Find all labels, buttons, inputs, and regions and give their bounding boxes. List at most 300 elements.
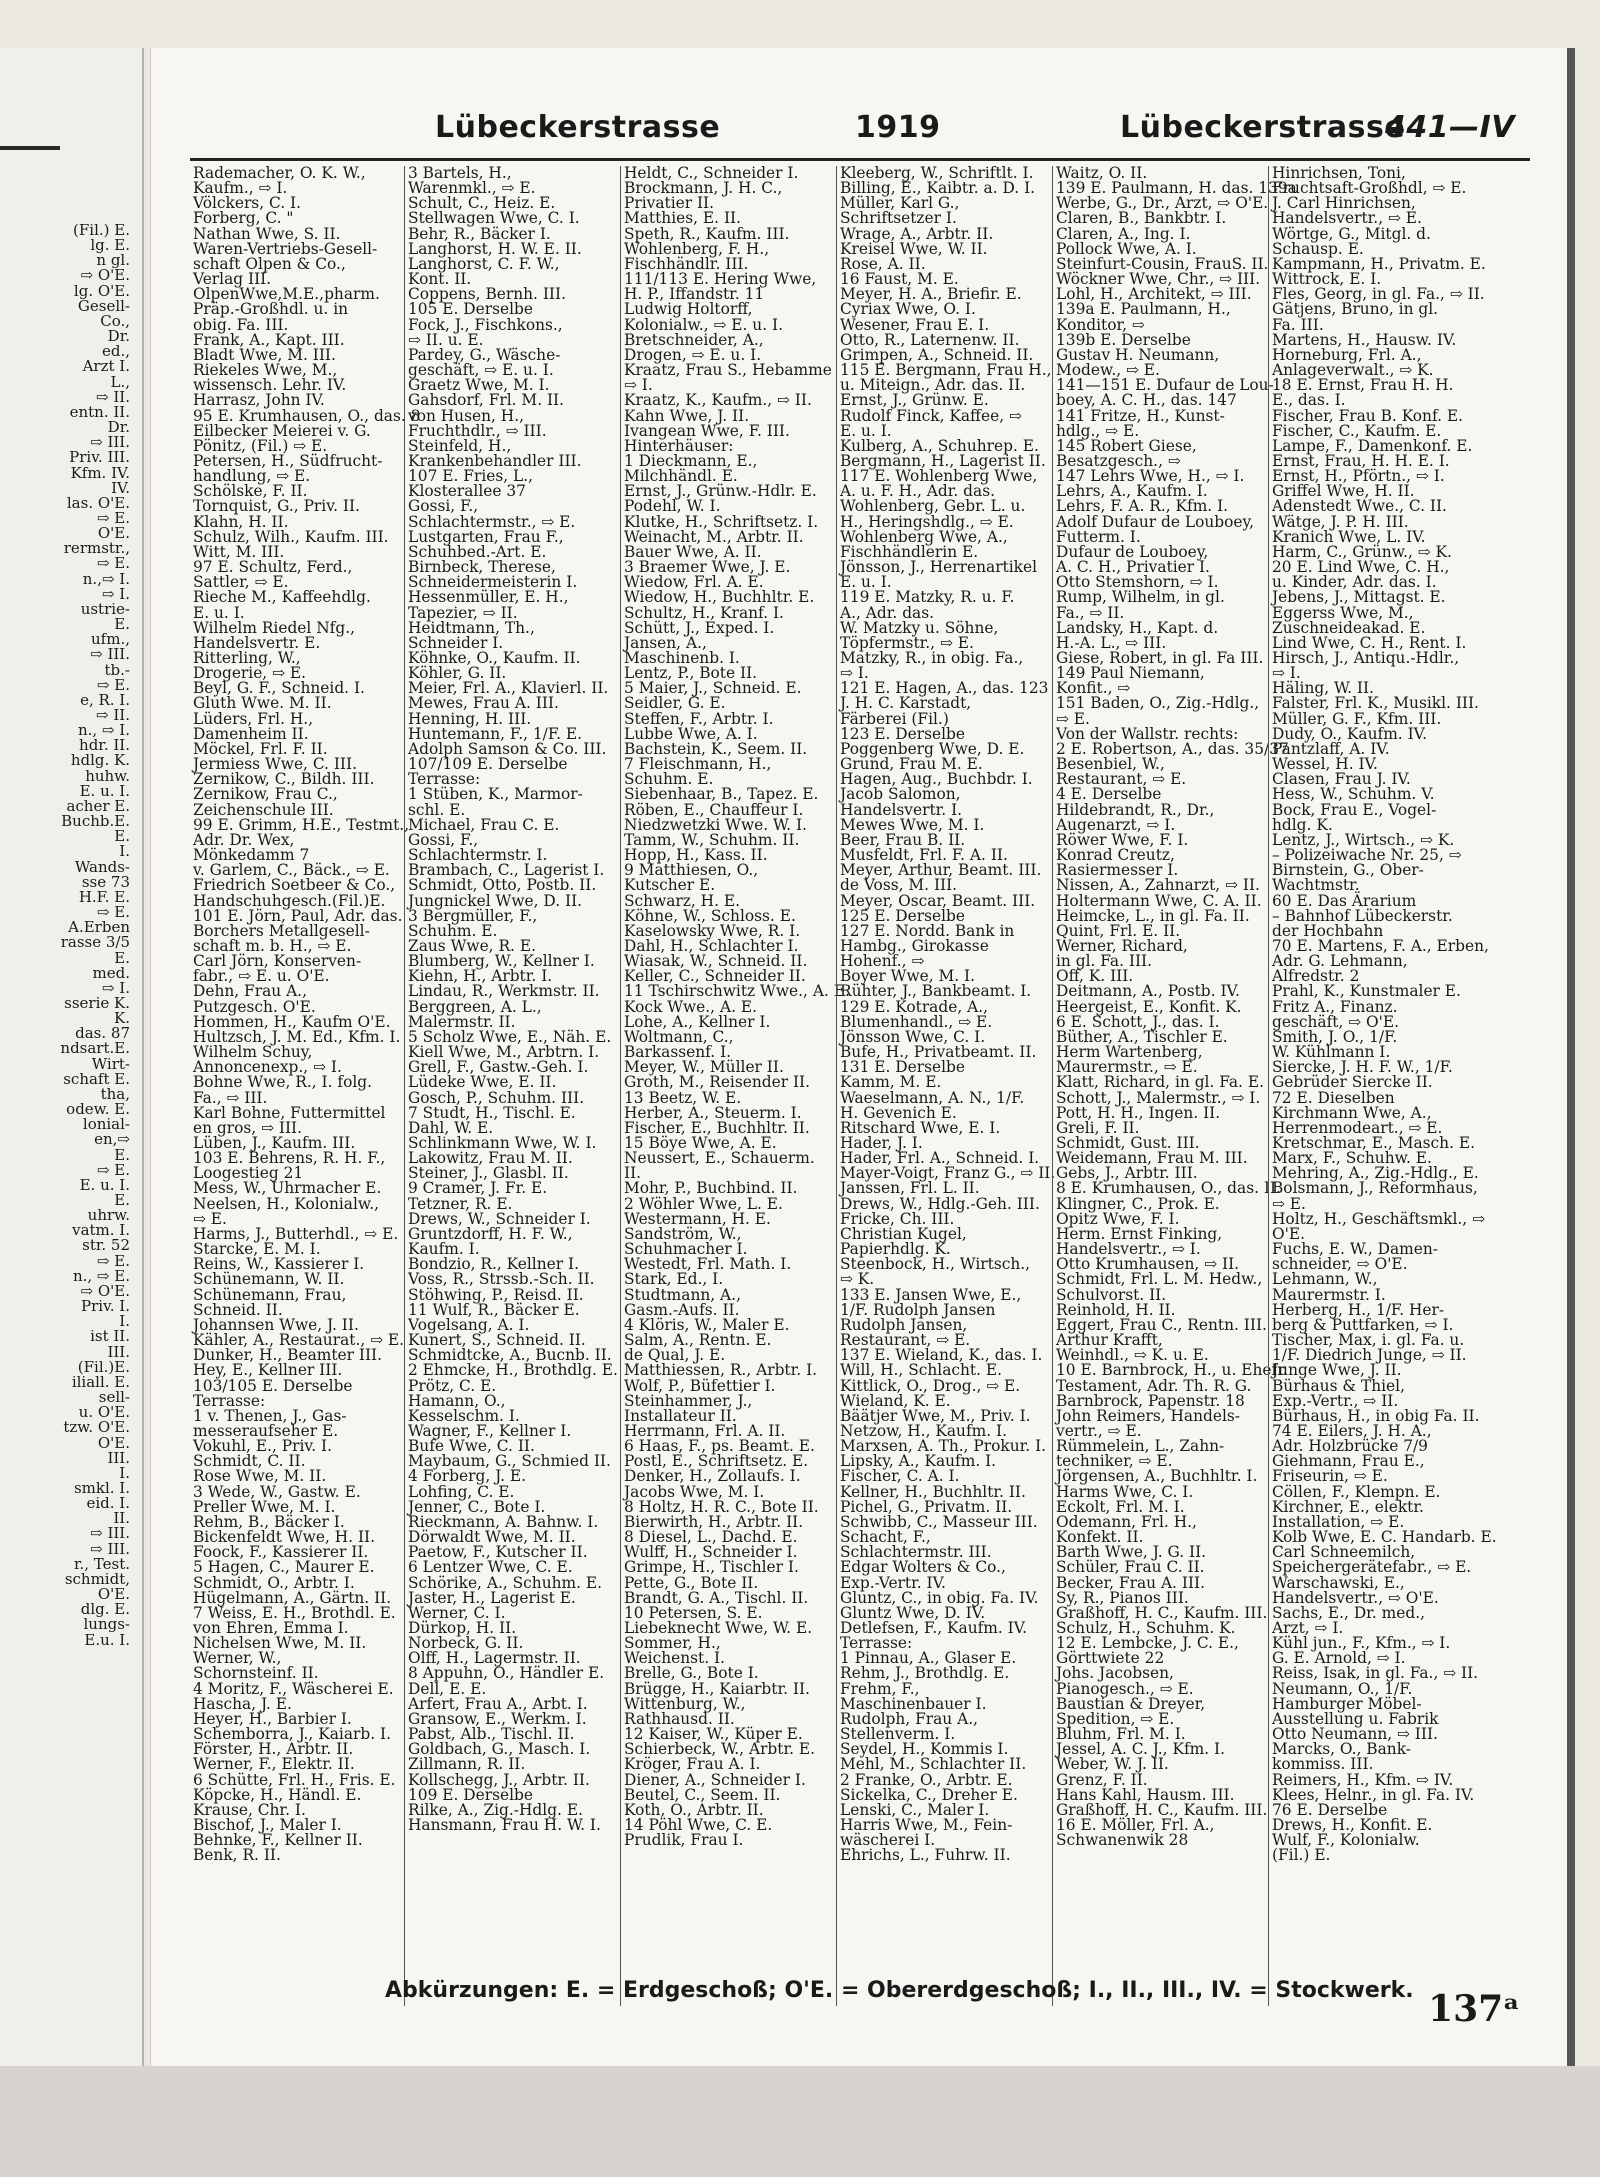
directory-entry-line: Exp.-Vertr., ⇨ II. <box>1272 1391 1399 1410</box>
directory-entry-line: 141—151 E. Dufaur de Lou- <box>1056 376 1274 395</box>
directory-entry-line: Poggenberg Wwe, D. E. <box>840 739 1025 758</box>
directory-entry-line: 101 E. Jörn, Paul, Adr. das. <box>193 906 403 925</box>
directory-entry-line: Matzky, R., in obig. Fa., <box>840 649 1024 667</box>
directory-entry-line: Weber, W. J. II. <box>1056 1755 1169 1774</box>
directory-entry-line: Fischhändlr. III. <box>624 254 749 273</box>
directory-entry-line: 149 Paul Niemann, <box>1056 664 1205 683</box>
directory-entry-line: handlung, ⇨ E. <box>193 467 311 486</box>
directory-entry-line: Siebenhaar, B., Tapez. E. <box>624 785 819 804</box>
directory-entry-line: Töpfermstr., ⇨ E. <box>840 633 974 652</box>
directory-entry-line: Billing, E., Kaibtr. a. D. I. <box>840 179 1036 198</box>
directory-entry-line: Jebens, J., Mittagst. E. <box>1272 588 1446 607</box>
previous-page-fragment: ndsart.E. <box>60 1039 130 1058</box>
directory-entry-line: Mewes Wwe, M. I. <box>840 815 985 834</box>
directory-entry-line: Huntemann, F., 1/F. E. <box>408 724 583 743</box>
directory-entry-line: Riekeles Wwe, M., <box>193 361 338 380</box>
directory-entry-line: Privatier II. <box>624 194 715 213</box>
directory-entry-line: Adenstedt Wwe., C. II. <box>1272 497 1447 516</box>
directory-entry-line: Witt, M. III. <box>193 542 285 561</box>
directory-entry-line: Schausp. E. <box>1272 239 1364 258</box>
previous-page-fragment: ⇨ E. <box>96 508 130 527</box>
directory-entry-line: Dell, E. E. <box>408 1679 487 1698</box>
directory-entry-line: Ludwig Holtorff, <box>624 300 753 319</box>
directory-entry-line: Matthiessen, R., Arbtr. I. <box>624 1361 818 1380</box>
previous-page-fragment: ⇨ III. <box>90 433 130 452</box>
directory-entry-line: Stellenverm. I. <box>840 1725 956 1744</box>
directory-entry-line: Harm, C., Grünw., ⇨ K. <box>1272 542 1452 561</box>
previous-page-fragment: hdlg. K. <box>70 751 130 770</box>
directory-entry-line: Lenski, C., Maler I. <box>840 1800 990 1819</box>
directory-entry-line: Rudolph, Frau A., <box>840 1709 979 1728</box>
directory-entry-line: Heimcke, L., in gl. Fa. II. <box>1056 906 1250 925</box>
directory-entry-line: ⇨ E. <box>193 1209 227 1228</box>
previous-page-fragment: E. <box>114 615 130 634</box>
directory-entry-line: Kollschegg, J., Arbtr. II. <box>408 1770 590 1789</box>
directory-entry-line: Eilbecker Meierei v. G. <box>193 421 371 440</box>
directory-entry-line: Harms Wwe, C. I. <box>1056 1482 1194 1501</box>
previous-page-fragment: das. 87 <box>75 1024 130 1043</box>
directory-entry-line: Schlachtermstr. I. <box>408 846 548 865</box>
directory-entry-line: Von der Wallstr. rechts: <box>1056 724 1239 743</box>
previous-page-fragment: schaft E. <box>63 1069 130 1088</box>
directory-entry-line: Hultzsch, J. M. Ed., Kfm. I. <box>193 1027 401 1046</box>
directory-entry-line: Wrage, A., Arbtr. II. <box>840 224 994 243</box>
directory-entry-line: Claren, B., Bankbtr. I. <box>1056 209 1227 228</box>
directory-entry-line: 139b E. Derselbe <box>1056 330 1191 349</box>
directory-entry-line: Tischer, Max, i. gl. Fa. u. <box>1272 1331 1465 1350</box>
directory-entry-line: Behnke, F., Kellner II. <box>193 1831 363 1850</box>
column-5 <box>1052 164 1297 2006</box>
directory-entry-line: 3 Wede, W., Gastw. E. <box>193 1482 361 1501</box>
previous-page-fragment: Gesell- <box>77 296 130 315</box>
directory-entry-line: Friseurin, ⇨ E. <box>1272 1467 1388 1486</box>
directory-entry-line: Rilke, A., Zig.-Hdlg. E. <box>408 1800 583 1819</box>
prev-page-rule <box>0 146 60 150</box>
directory-entry-line: Meier, Frl. A., Klavierl. II. <box>408 679 609 698</box>
directory-entry-line: Gruntzdorff, H. F. W., <box>408 1224 573 1243</box>
directory-entry-line: Köhnke, O., Kaufm. II. <box>408 649 581 667</box>
directory-entry-line: Kesselschm. I. <box>408 1406 520 1425</box>
directory-entry-line: Harms, J., Butterhdl., ⇨ E. <box>193 1224 399 1243</box>
previous-page-fragment: lonial- <box>82 1115 130 1134</box>
directory-entry-line: Tetzner, R. E. <box>408 1194 513 1213</box>
directory-entry-line: Michael, Frau C. E. <box>408 815 560 834</box>
directory-entry-line: Schuhm. E. <box>624 770 714 789</box>
directory-entry-line: OlpenWwe,M.E.,pharm. <box>193 285 380 304</box>
directory-entry-line: Röben, E., Chauffeur I. <box>624 800 804 819</box>
directory-entry-line: Eckolt, Frl. M. I. <box>1056 1497 1185 1516</box>
directory-entry-line: Besatzgesch., ⇨ <box>1056 451 1181 470</box>
previous-page-fragment: E. <box>114 827 130 846</box>
previous-page-fragment: ⇨ O'E. <box>80 1281 130 1300</box>
directory-entry-line: 5 Hagen, C., Maurer E. <box>193 1558 375 1577</box>
directory-entry-line: E. u. I. <box>840 421 892 440</box>
directory-entry-line: Lohfing, C. E. <box>408 1482 515 1501</box>
directory-entry-line: Woltmann, C., <box>624 1027 734 1046</box>
directory-entry-line: Wulf, F., Kolonialw. <box>1272 1831 1420 1850</box>
directory-entry-line: schl. E. <box>408 800 466 819</box>
directory-entry-line: Beutel, C., Seem. II. <box>624 1785 781 1804</box>
previous-page-fragment: entn. II. <box>69 402 130 421</box>
directory-entry-line: Mayer-Voigt, Franz G., ⇨ II. <box>840 1164 1056 1183</box>
directory-entry-line: Klahn, H. II. <box>193 512 289 531</box>
directory-entry-line: Coppens, Bernh. III. <box>408 285 566 304</box>
directory-entry-line: Lüben, J., Kaufm. III. <box>193 1134 356 1152</box>
directory-entry-line: Kaufm. I. <box>408 1240 480 1259</box>
directory-entry-line: 9 Cramer, J. Fr. E. <box>408 1179 548 1198</box>
directory-entry-line: Heergeist, E., Konfit. K. <box>1056 997 1242 1016</box>
directory-entry-line: Werner, C. I. <box>408 1603 506 1622</box>
directory-entry-line: Sy, R., Pianos III. <box>1056 1588 1189 1607</box>
directory-entry-line: 4 Forberg, J. E. <box>408 1467 526 1486</box>
directory-entry-line: Nathan Wwe, S. II. <box>193 224 341 243</box>
directory-entry-line: 8 Holtz, H. R. C., Bote II. <box>624 1497 819 1516</box>
previous-page-fragment: tb.- <box>104 660 130 679</box>
directory-entry-line: 18 E. Ernst, Frau H. H. <box>1272 376 1454 395</box>
directory-entry-line: Häling, W. II. <box>1272 679 1374 698</box>
previous-page-fragment: sell- <box>98 1388 130 1407</box>
directory-entry-line: ⇨ K. <box>840 1270 875 1289</box>
directory-entry-line: Fruchthdlr., ⇨ III. <box>408 421 547 440</box>
directory-entry-line: 3 Bartels, H., <box>408 164 512 182</box>
directory-entry-line: Kaselowsky Wwe, R. I. <box>624 921 801 940</box>
directory-entry-line: 7 Fleischmann, H., <box>624 755 772 774</box>
directory-entry-line: Cyriax Wwe, O. I. <box>840 300 976 319</box>
directory-entry-line: Prudlik, Frau I. <box>624 1831 744 1850</box>
directory-entry-line: 12 E. Lembcke, J. C. E., <box>1056 1634 1239 1653</box>
directory-entry-line: Fischhändlerin E. <box>840 542 979 561</box>
directory-entry-line: Vokuhl, E., Priv. I. <box>193 1437 332 1456</box>
directory-entry-line: Mohr, P., Buchbind. II. <box>624 1179 798 1198</box>
directory-entry-line: Steinfurt-Cousin, FrauS. II. <box>1056 254 1269 273</box>
directory-entry-line: Kirchmann Wwe, A., <box>1272 1103 1432 1122</box>
directory-entry-line: 109 E. Derselbe <box>408 1785 533 1804</box>
previous-page-fragment: r., Test. <box>73 1554 130 1573</box>
directory-entry-line: – Bahnhof Lübeckerstr. <box>1272 906 1453 925</box>
directory-entry-line: Werner, Richard, <box>1056 936 1188 955</box>
directory-entry-line: ⇨ I. <box>1272 664 1301 683</box>
directory-entry-line: 1 Stüben, K., Marmor- <box>408 785 583 804</box>
directory-entry-line: 2 Ehmcke, H., Brothdlg. E. <box>408 1361 618 1380</box>
previous-page-fragment: ⇨ E. <box>96 903 130 922</box>
directory-entry-line: 1/F. Rudolph Jansen <box>840 1300 996 1319</box>
directory-entry-line: Hopp, H., Kass. II. <box>624 846 768 865</box>
directory-entry-line: 15 Böye Wwe, A. E. <box>624 1134 777 1152</box>
directory-entry-line: Bolsmann, J., Reformhaus, <box>1272 1179 1478 1198</box>
directory-entry-line: Tapezier, ⇨ II. <box>408 603 518 622</box>
directory-entry-line: Restaurant, ⇨ E. <box>1056 770 1187 789</box>
previous-page-fragment: ⇨ E. <box>96 1251 130 1270</box>
directory-entry-line: Schmidtcke, A., Bucnb. II. <box>408 1346 612 1365</box>
directory-entry-line: Loogestieg 21 <box>193 1164 304 1183</box>
directory-entry-line: 1/F. Diedrich Junge, ⇨ II. <box>1272 1346 1467 1365</box>
directory-entry-line: Kolb Wwe, E. C. Handarb. E. <box>1272 1528 1497 1547</box>
previous-page-fragment: str. 52 <box>82 1236 130 1255</box>
directory-entry-line: Hinterhäuser: <box>624 436 734 455</box>
previous-page-fragment: med. <box>92 963 130 982</box>
directory-entry-line: 10 Petersen, S. E. <box>624 1603 763 1622</box>
directory-entry-line: Graßhoff, H. C., Kaufm. III. <box>1056 1603 1268 1622</box>
directory-entry-line: Salm, A., Rentn. E. <box>624 1331 772 1350</box>
previous-page-fragment: e, R. I. <box>80 690 130 709</box>
previous-page-fragment: rermstr., <box>63 539 130 558</box>
directory-entry-line: Cöllen, F., Klempn. E. <box>1272 1482 1441 1501</box>
directory-entry-line: Schulvorst. II. <box>1056 1285 1167 1304</box>
directory-entry-line: u. Kinder, Adr. das. I. <box>1272 573 1437 592</box>
directory-entry-line: berg & Puttfarken, ⇨ I. <box>1272 1315 1454 1334</box>
directory-entry-line: Hessenmüller, E. H., <box>408 588 569 607</box>
directory-entry-line: Nissen, A., Zahnarzt, ⇨ II. <box>1056 876 1260 895</box>
directory-entry-line: Ritschard Wwe, E. I. <box>840 1118 1001 1137</box>
directory-entry-line: Rieckmann, A. Bahnw. I. <box>408 1512 599 1531</box>
directory-entry-line: Janssen, Frl. L. II. <box>840 1179 980 1198</box>
previous-page-fragment: Kfm. IV. <box>70 463 130 482</box>
directory-entry-line: Schriftsetzer I. <box>840 209 957 228</box>
directory-entry-line: Modew., ⇨ E. <box>1056 361 1160 380</box>
directory-entry-line: Falster, Frl. K., Musikl. III. <box>1272 694 1479 713</box>
directory-entry-line: Pott, H. H., Ingen. II. <box>1056 1103 1221 1122</box>
previous-page-fragment: E. u. I. <box>79 781 130 800</box>
directory-entry-line: 127 E. Nordd. Bank in <box>840 921 1015 940</box>
column-3 <box>620 164 850 2006</box>
directory-entry-line: Liebeknecht Wwe, W. E. <box>624 1619 813 1637</box>
directory-entry-line: Drews, W., Hdlg.-Geh. III. <box>840 1194 1040 1213</box>
directory-entry-line: Heyer, H., Barbier I. <box>193 1709 352 1728</box>
directory-entry-line: Kampmann, H., Privatm. E. <box>1272 254 1486 273</box>
directory-entry-line: A., Adr. das. <box>840 603 935 622</box>
directory-entry-line: 3 Bergmüller, F., <box>408 906 538 925</box>
previous-page-fragment: ⇨ III. <box>90 645 130 664</box>
directory-entry-line: Heidtmann, Th., <box>408 618 535 637</box>
directory-entry-line: Pollock Wwe, A. I. <box>1056 239 1197 258</box>
directory-entry-line: Rehm, J., Brothdlg. E. <box>840 1664 1010 1683</box>
directory-entry-line: 8 E. Krumhausen, O., das. II. <box>1056 1179 1281 1198</box>
directory-entry-line: hdlg. K. <box>1272 815 1333 834</box>
directory-entry-line: 145 Robert Giese, <box>1056 436 1197 455</box>
directory-entry-line: Wilhelm Riedel Nfg., <box>193 618 356 637</box>
directory-entry-line: Futterm. I. <box>1056 527 1141 546</box>
directory-entry-line: 10 E. Barnbrock, H., u. Ehefr. <box>1056 1361 1288 1380</box>
directory-entry-line: Zernikow, C., Bildh. III. <box>193 770 375 789</box>
directory-entry-line: Schütt, J., Exped. I. <box>624 618 775 637</box>
directory-entry-line: Rudolf Finck, Kaffee, ⇨ <box>840 406 1022 425</box>
column-4 <box>836 164 1056 2006</box>
directory-entry-line: 2 Franke, O., Arbtr. E. <box>840 1770 1013 1789</box>
directory-entry-line: Gebs, J., Arbtr. III. <box>1056 1164 1198 1183</box>
directory-entry-line: 107 E. Fries, L., <box>408 467 534 486</box>
previous-page-fragment: ⇨ I. <box>101 584 130 603</box>
directory-entry-line: Nichelsen Wwe, M. II. <box>193 1634 367 1653</box>
directory-entry-line: Christian Kugel, <box>840 1224 967 1243</box>
directory-entry-line: 121 E. Hagen, A., das. 123 <box>840 679 1049 698</box>
previous-page-fragment: ufm., <box>91 630 130 649</box>
directory-entry-line: Schott, J., Malermstr., ⇨ I. <box>1056 1088 1261 1107</box>
directory-entry-line: ⇨ E. <box>1272 1194 1306 1213</box>
directory-entry-line: Gluth Wwe. M. II. <box>193 694 332 713</box>
directory-entry-line: Maurermstr. I. <box>1272 1285 1386 1304</box>
directory-entry-line: Handelsvertr., ⇨ E. <box>1272 209 1422 228</box>
directory-entry-line: Schuhbed.-Art. E. <box>408 542 547 561</box>
directory-entry-line: Bickenfeldt Wwe, H. II. <box>193 1528 375 1547</box>
directory-entry-line: Restaurant, ⇨ E. <box>840 1331 971 1350</box>
directory-entry-line: 7 Studt, H., Tischl. E. <box>408 1103 576 1122</box>
directory-entry-line: hdlg., ⇨ E. <box>1056 421 1140 440</box>
previous-page-fragment: ustrie- <box>80 599 130 618</box>
directory-entry-line: Bierwirth, H., Arbtr. II. <box>624 1512 804 1531</box>
directory-entry-line: Fa. III. <box>1272 315 1324 334</box>
directory-entry-line: Kirchner, E., elektr. <box>1272 1497 1424 1516</box>
directory-entry-line: Waren-Vertriebs-Gesell- <box>193 239 378 258</box>
directory-entry-line: Steinfeld, H., <box>408 436 512 455</box>
directory-entry-line: Bladt Wwe, M. III. <box>193 345 336 364</box>
directory-entry-line: Wöckner Wwe, Chr., ⇨ III. <box>1056 270 1261 289</box>
directory-entry-line: Wohlenberg, Gebr. L. u. <box>840 497 1026 516</box>
directory-entry-line: Bohne Wwe, R., I. folg. <box>193 1073 373 1092</box>
directory-entry-line: Petersen, H., Südfrucht- <box>193 451 383 470</box>
directory-entry-line: Präp.-Großhdl. u. in <box>193 300 349 319</box>
directory-entry-line: Hader, J. I. <box>840 1134 923 1152</box>
directory-entry-line: Mönkedamm 7 <box>193 846 310 865</box>
directory-entry-line: Benk, R. II. <box>193 1846 281 1865</box>
directory-entry-line: Fritz A., Finanz. <box>1272 997 1398 1016</box>
directory-entry-line: Kahn Wwe, J. II. <box>624 406 750 425</box>
directory-entry-line: Maybaum, G., Schmied II. <box>408 1452 611 1471</box>
directory-entry-line: Schneidermeisterin I. <box>408 573 578 592</box>
directory-entry-line: Langhorst, H. W. E. II. <box>408 239 582 258</box>
directory-entry-line: Dufaur de Louboey, <box>1056 542 1209 561</box>
directory-entry-line: Studtmann, A., <box>624 1285 741 1304</box>
directory-entry-line: 6 Haas, F., ps. Beamt. E. <box>624 1437 815 1456</box>
directory-entry-line: Lustgarten, Frau F., <box>408 527 564 546</box>
directory-entry-line: Lehmann, W., <box>1272 1270 1378 1289</box>
directory-entry-line: ⇨ I. <box>624 376 653 395</box>
previous-page-fragment: iliall. E. <box>71 1372 130 1391</box>
directory-entry-line: Klingner, C., Prok. E. <box>1056 1194 1220 1213</box>
directory-entry-line: 16 Faust, M. E. <box>840 270 959 289</box>
directory-entry-line: Behr, R., Bäcker I. <box>408 224 551 243</box>
directory-entry-line: Herber, A., Steuerm. I. <box>624 1103 802 1122</box>
previous-page-fragment: Wands- <box>74 857 130 876</box>
directory-entry-line: Wieland, K. E. <box>840 1391 951 1410</box>
directory-entry-line: Steinhammer, J., <box>624 1391 753 1410</box>
directory-entry-line: Exp.-Vertr. IV. <box>840 1573 946 1592</box>
directory-entry-line: Fricke, Ch. III. <box>840 1209 955 1228</box>
directory-entry-line: Wiasak, W., Schneid. II. <box>624 952 808 971</box>
directory-entry-line: Dahl, H., Schlachter I. <box>624 936 799 955</box>
directory-entry-line: Giese, Robert, in gl. Fa III. <box>1056 649 1264 667</box>
directory-entry-line: Pantzlaff, A. IV. <box>1272 739 1390 758</box>
directory-entry-line: Klosterallee 37 <box>408 482 526 501</box>
directory-entry-line: wäscherei I. <box>840 1831 936 1850</box>
directory-entry-line: Berggreen, A. L., <box>408 997 542 1016</box>
directory-entry-line: Müller, G. F., Kfm. III. <box>1272 709 1442 728</box>
directory-entry-line: Kittlick, O., Drog., ⇨ E. <box>840 1376 1021 1395</box>
directory-entry-line: Becker, Frau A. III. <box>1056 1573 1205 1592</box>
directory-entry-line: Reins, W., Kassierer I. <box>193 1255 365 1274</box>
directory-entry-line: Pardey, G., Wäsche- <box>408 345 561 364</box>
directory-entry-line: Jönsson Wwe, C. I. <box>840 1027 986 1046</box>
directory-entry-line: Gosch, P., Schuhm. III. <box>408 1088 585 1107</box>
page-number: 137ᵃ <box>1428 1988 1520 2030</box>
directory-entry-line: Norbeck, G. II. <box>408 1634 524 1653</box>
directory-entry-line: 11 Tschirschwitz Wwe., A. E. <box>624 982 850 1001</box>
directory-entry-line: Forberg, C. " <box>193 209 294 228</box>
directory-entry-line: Landsky, H., Kapt. d. <box>1056 618 1219 637</box>
directory-entry-line: Hohenf., ⇨ <box>840 952 925 971</box>
directory-entry-line: 1 Dieckmann, E., <box>624 451 758 470</box>
directory-entry-line: 2 Wöhler Wwe, L. E. <box>624 1194 783 1213</box>
directory-entry-line: Gebrüder Siercke II. <box>1272 1073 1433 1092</box>
previous-page-fragment: ⇨ E. <box>96 554 130 573</box>
directory-entry-line: J. Carl Hinrichsen, <box>1272 194 1416 213</box>
directory-entry-line: Kähler, A., Restaurat., ⇨ E. <box>193 1331 405 1350</box>
directory-entry-line: 72 E. Dieselben <box>1272 1088 1395 1107</box>
previous-page-fragment: O'E. <box>97 1433 130 1452</box>
directory-entry-line: Barth Wwe, J. G. II. <box>1056 1543 1207 1562</box>
directory-entry-line: Pönitz, (Fil.) ⇨ E. <box>193 436 328 455</box>
directory-entry-line: Will, H., Schlacht. E. <box>840 1361 1002 1380</box>
directory-entry-line: 1 Pinnau, A., Glaser E. <box>840 1649 1017 1668</box>
directory-entry-line: Bondzio, R., Kellner I. <box>408 1255 579 1274</box>
directory-entry-line: Schuhmacher I. <box>624 1240 748 1259</box>
directory-entry-line: Bürhaus, H., in obig Fa. II. <box>1272 1406 1480 1425</box>
directory-entry-line: Rose, A. II. <box>840 254 926 273</box>
directory-entry-line: Herm Wartenberg, <box>1056 1043 1203 1062</box>
directory-entry-line: Otto Stemshorn, ⇨ I. <box>1056 573 1219 592</box>
directory-entry-line: Wätge, J. P. H. III. <box>1272 512 1409 531</box>
directory-entry-line: Bluhm, Frl. M. I. <box>1056 1725 1186 1744</box>
directory-entry-line: Zuschneideakad. E. <box>1272 618 1426 637</box>
directory-entry-line: Waeselmann, A. N., 1/F. <box>840 1088 1025 1107</box>
directory-entry-line: A. C. H., Privatier I. <box>1056 558 1210 577</box>
directory-entry-line: Dürkop, H. II. <box>408 1619 517 1637</box>
header-year: 1919 <box>855 110 941 145</box>
directory-entry-line: Hey, E., Kellner III. <box>193 1361 343 1380</box>
directory-entry-line: Klutke, H., Schriftsetz. I. <box>624 512 819 531</box>
directory-entry-line: Blumberg, W., Kellner I. <box>408 952 595 971</box>
directory-entry-line: Schacht, F., <box>840 1528 931 1547</box>
directory-entry-line: Gahsdorf, Frl. M. II. <box>408 391 565 410</box>
directory-entry-line: Besenbiel, W., <box>1056 755 1165 774</box>
directory-entry-line: Rieche M., Kaffeehdlg. <box>193 588 371 607</box>
directory-entry-line: Lentz, P., Bote II. <box>624 664 758 683</box>
directory-entry-line: Carl Jörn, Konserven- <box>193 952 362 971</box>
directory-entry-line: Arthur Krafft, <box>1056 1331 1163 1350</box>
previous-page-fragment: ⇨ E. <box>96 1160 130 1179</box>
directory-entry-line: Büther, A., Tischler E. <box>1056 1027 1228 1046</box>
directory-entry-line: Möckel, Frl. F. II. <box>193 739 328 758</box>
directory-entry-line: Werner, F., Elektr. II. <box>193 1755 355 1774</box>
directory-entry-line: Birnbeck, Therese, <box>408 558 556 577</box>
previous-page-fragment: n., ⇨ I. <box>78 721 130 740</box>
previous-page-fragment: A.Erben <box>68 918 130 937</box>
directory-entry-line: 3 Braemer Wwe, J. E. <box>624 558 791 577</box>
previous-page-fragment: ⇨ O'E. <box>80 266 130 285</box>
directory-entry-line: Grimpen, A., Schneid. II. <box>840 345 1034 364</box>
directory-entry-line: Röwer Wwe, F. I. <box>1056 830 1189 849</box>
directory-entry-line: Terrasse: <box>193 1391 266 1410</box>
directory-entry-line: Voss, R., Strssb.-Sch. II. <box>408 1270 595 1289</box>
directory-entry-line: Tornquist, G., Priv. II. <box>193 497 360 516</box>
directory-entry-line: Postl, E., Schriftsetz. E. <box>624 1452 809 1471</box>
previous-page-fragment: ⇨ II. <box>96 706 130 724</box>
directory-entry-line: Adr. G. Lehmann, <box>1272 952 1408 971</box>
directory-entry-line: Adolf Dufaur de Louboey, <box>1056 512 1255 531</box>
directory-entry-line: H.-A. L., ⇨ III. <box>1056 633 1167 652</box>
directory-entry-line: Stellwagen Wwe, C. I. <box>408 209 580 228</box>
directory-entry-line: Borchers Metallgesell- <box>193 921 370 940</box>
directory-entry-line: Neussert, E., Schauerm. <box>624 1149 815 1168</box>
